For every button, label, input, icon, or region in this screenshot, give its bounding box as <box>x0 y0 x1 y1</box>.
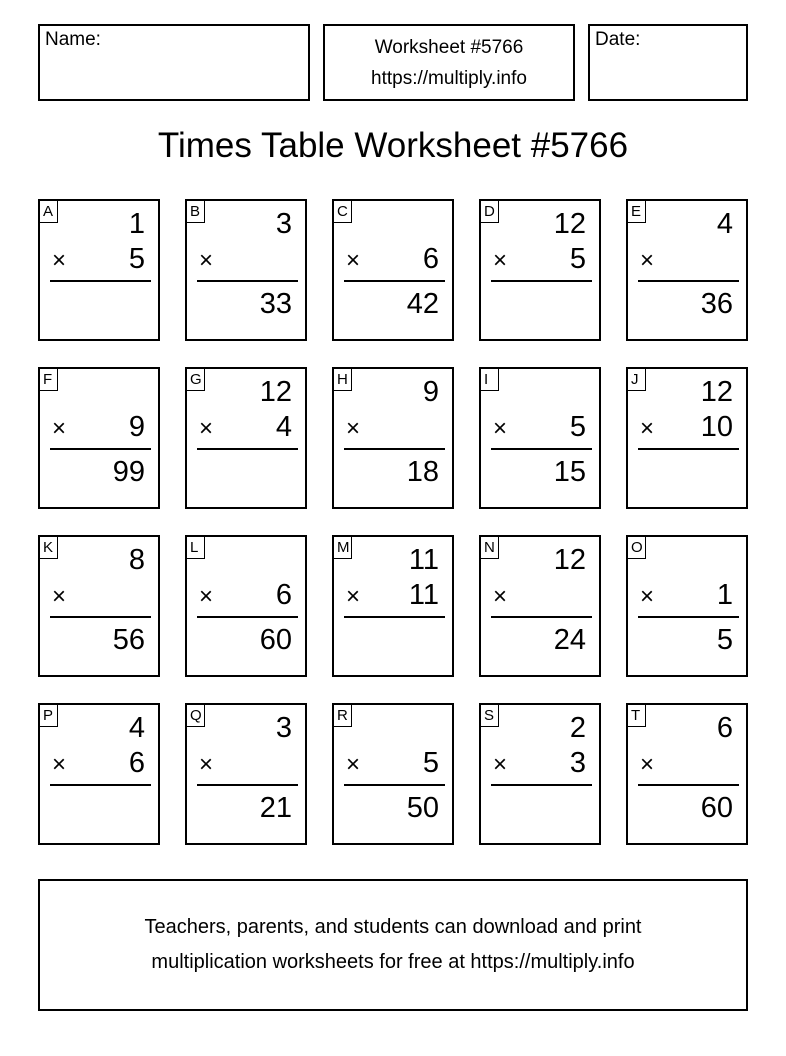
problem-letter: F <box>40 369 58 391</box>
footer-note <box>38 879 748 1011</box>
problem-letter: I <box>481 369 499 391</box>
answer-rule <box>491 784 592 786</box>
problem-letter: L <box>187 537 205 559</box>
problem-card[interactable] <box>332 199 454 341</box>
footer-line-1: Teachers, parents, and students can download and print <box>144 916 642 938</box>
answer-rule <box>50 784 151 786</box>
bottom-factor: 6 <box>422 243 439 275</box>
problem-letter: E <box>628 201 646 223</box>
answer-rule <box>344 616 445 618</box>
problem-letter: G <box>187 369 205 391</box>
footer-line-2: multiplication worksheets for free at https://multiply.info <box>151 951 635 973</box>
problem-card[interactable] <box>479 367 601 509</box>
name-box[interactable] <box>38 24 310 101</box>
problem-letter: T <box>628 705 646 727</box>
bottom-factor: 9 <box>128 411 145 443</box>
problem-card[interactable] <box>185 199 307 341</box>
problem-card[interactable] <box>332 703 454 845</box>
times-sign: × <box>199 247 214 274</box>
bottom-factor: 3 <box>569 747 586 779</box>
top-factor: 3 <box>275 208 292 240</box>
problem-card[interactable] <box>38 199 160 341</box>
times-sign: × <box>493 415 508 442</box>
times-sign: × <box>640 415 655 442</box>
times-sign: × <box>52 415 67 442</box>
problem-letter: C <box>334 201 352 223</box>
top-factor: 4 <box>716 208 733 240</box>
problem-card[interactable] <box>479 535 601 677</box>
times-sign: × <box>493 751 508 778</box>
date-label: Date: <box>595 29 641 50</box>
answer-value[interactable]: 24 <box>553 624 586 656</box>
times-sign: × <box>52 751 67 778</box>
answer-rule <box>491 280 592 282</box>
problem-card[interactable] <box>38 367 160 509</box>
top-factor: 12 <box>553 544 586 576</box>
top-factor: 4 <box>128 712 145 744</box>
answer-rule <box>197 448 298 450</box>
problem-card[interactable] <box>479 703 601 845</box>
times-sign: × <box>640 583 655 610</box>
bottom-factor: 5 <box>422 747 439 779</box>
answer-rule <box>197 616 298 618</box>
problem-letter: A <box>40 201 58 223</box>
bottom-factor: 5 <box>569 411 586 443</box>
bottom-factor: 10 <box>700 411 733 443</box>
answer-rule <box>638 784 739 786</box>
bottom-factor: 5 <box>128 243 145 275</box>
answer-rule <box>638 616 739 618</box>
problem-letter: B <box>187 201 205 223</box>
page-title: Times Table Worksheet #5766 <box>157 126 629 165</box>
answer-value[interactable]: 99 <box>112 456 145 488</box>
answer-rule <box>344 280 445 282</box>
problem-letter: M <box>334 537 352 559</box>
answer-value[interactable]: 60 <box>259 624 292 656</box>
answer-rule <box>50 280 151 282</box>
worksheet-number: Worksheet #5766 <box>374 36 524 58</box>
top-factor: 12 <box>259 376 292 408</box>
problem-card[interactable] <box>38 703 160 845</box>
problem-card[interactable] <box>185 703 307 845</box>
problem-card[interactable] <box>626 367 748 509</box>
times-sign: × <box>52 583 67 610</box>
problem-card[interactable] <box>626 199 748 341</box>
problem-card[interactable] <box>332 535 454 677</box>
answer-value[interactable]: 21 <box>259 792 292 824</box>
times-sign: × <box>493 583 508 610</box>
times-sign: × <box>493 247 508 274</box>
times-sign: × <box>346 247 361 274</box>
answer-rule <box>344 448 445 450</box>
times-sign: × <box>346 415 361 442</box>
top-factor: 9 <box>422 376 439 408</box>
top-factor: 2 <box>569 712 586 744</box>
problem-letter: R <box>334 705 352 727</box>
problem-letter: O <box>628 537 646 559</box>
answer-value[interactable]: 42 <box>406 288 439 320</box>
answer-rule <box>197 280 298 282</box>
problem-card[interactable] <box>479 199 601 341</box>
times-sign: × <box>640 247 655 274</box>
answer-rule <box>491 448 592 450</box>
times-sign: × <box>199 415 214 442</box>
bottom-factor: 4 <box>275 411 292 443</box>
answer-value[interactable]: 60 <box>700 792 733 824</box>
problem-card[interactable] <box>626 703 748 845</box>
problem-letter: D <box>481 201 499 223</box>
bottom-factor: 6 <box>275 579 292 611</box>
times-sign: × <box>199 751 214 778</box>
top-factor: 8 <box>128 544 145 576</box>
problem-letter: P <box>40 705 58 727</box>
answer-rule <box>638 280 739 282</box>
top-factor: 11 <box>408 544 439 576</box>
answer-value[interactable]: 18 <box>406 456 439 488</box>
name-label: Name: <box>45 29 101 50</box>
bottom-factor: 1 <box>716 579 733 611</box>
problem-grid <box>38 199 748 845</box>
answer-value[interactable]: 33 <box>259 288 292 320</box>
problem-letter: N <box>481 537 499 559</box>
problem-letter: Q <box>187 705 205 727</box>
answer-rule <box>638 448 739 450</box>
problem-letter: H <box>334 369 352 391</box>
date-box[interactable] <box>588 24 748 101</box>
answer-rule <box>197 784 298 786</box>
problem-letter: J <box>628 369 646 391</box>
top-factor: 12 <box>700 376 733 408</box>
times-sign: × <box>199 583 214 610</box>
answer-rule <box>50 448 151 450</box>
problem-card[interactable] <box>185 367 307 509</box>
problem-letter: K <box>40 537 58 559</box>
times-sign: × <box>346 583 361 610</box>
answer-value[interactable]: 5 <box>716 624 733 656</box>
problem-card[interactable] <box>626 535 748 677</box>
times-sign: × <box>346 751 361 778</box>
answer-value[interactable]: 56 <box>112 624 145 656</box>
answer-value[interactable]: 36 <box>700 288 733 320</box>
answer-rule <box>344 784 445 786</box>
times-sign: × <box>640 751 655 778</box>
worksheet-id-box <box>323 24 575 101</box>
bottom-factor: 6 <box>128 747 145 779</box>
problem-card[interactable] <box>38 535 160 677</box>
top-factor: 12 <box>553 208 586 240</box>
top-factor: 3 <box>275 712 292 744</box>
bottom-factor: 11 <box>408 579 439 611</box>
problem-letter: S <box>481 705 499 727</box>
answer-value[interactable]: 50 <box>406 792 439 824</box>
answer-value[interactable]: 15 <box>553 456 586 488</box>
times-sign: × <box>52 247 67 274</box>
top-factor: 1 <box>128 208 145 240</box>
answer-rule <box>50 616 151 618</box>
bottom-factor: 5 <box>569 243 586 275</box>
top-factor: 6 <box>716 712 733 744</box>
problem-card[interactable] <box>332 367 454 509</box>
answer-rule <box>491 616 592 618</box>
problem-card[interactable] <box>185 535 307 677</box>
worksheet-url: https://multiply.info <box>371 67 527 89</box>
